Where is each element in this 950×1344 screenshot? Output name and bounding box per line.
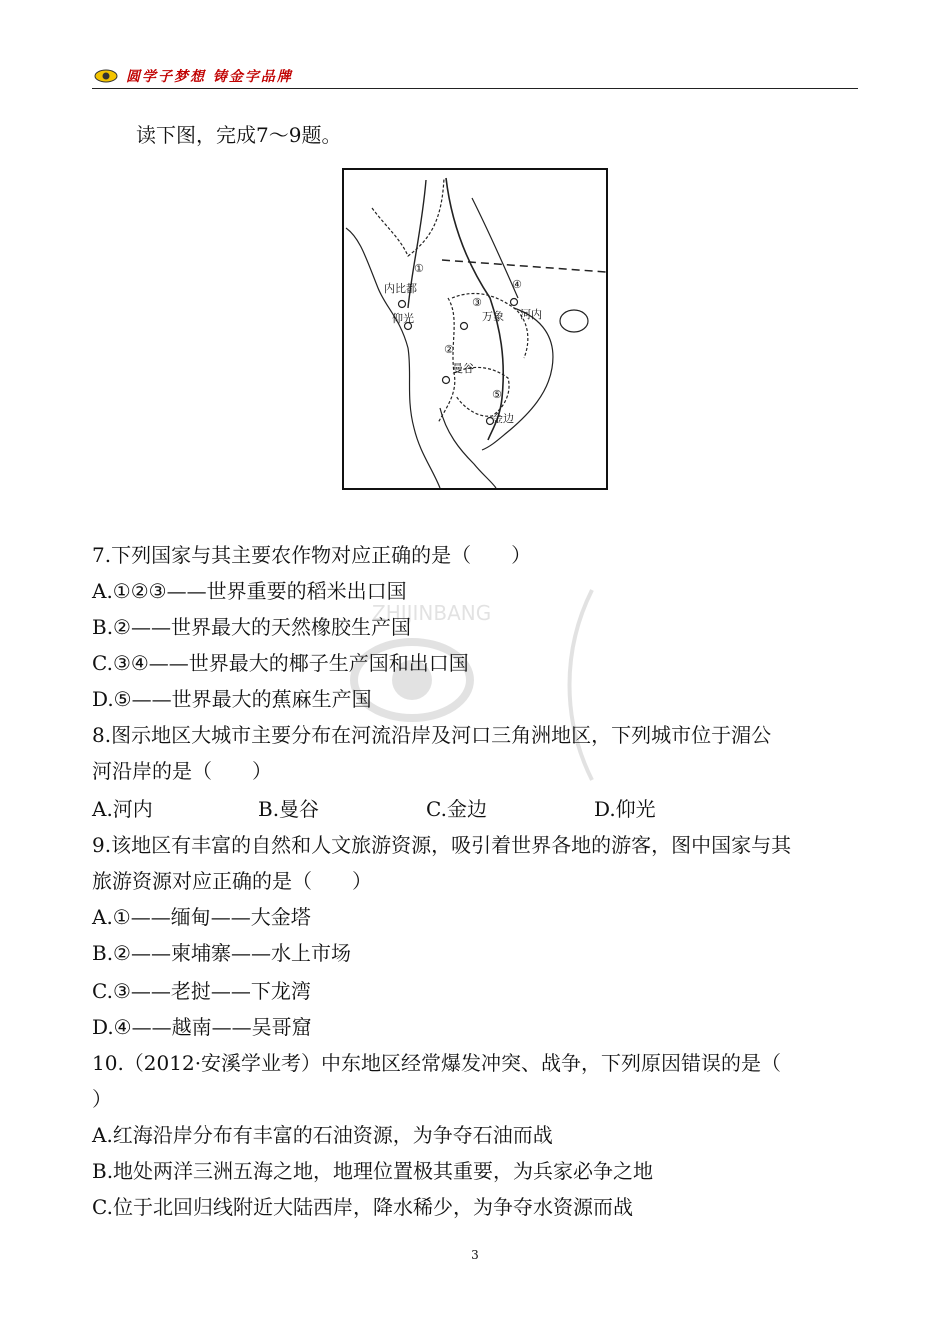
label-phnompenh: 金边 xyxy=(492,412,514,425)
q7-option-d: D.⑤——世界最大的蕉麻生产国 xyxy=(92,687,372,711)
page-header xyxy=(92,62,858,92)
label-hanoi: 河内 xyxy=(520,308,542,321)
watermark-text: ZHIJINBANG xyxy=(372,601,492,625)
label-n4: ④ xyxy=(512,278,522,291)
q7-option-c: C.③④——世界最大的椰子生产国和出口国 xyxy=(92,651,469,675)
q9-stem-line1: 9.该地区有丰富的自然和人文旅游资源，吸引着世界各地的游客，图中国家与其 xyxy=(92,833,792,857)
header-slogan: 圆学子梦想 铸金字品牌 xyxy=(126,69,293,85)
label-naypyidaw: 内比都 xyxy=(384,282,417,295)
intro-text: 读下图，完成7～9题。 xyxy=(136,123,342,147)
q9-option-c: C.③——老挝——下龙湾 xyxy=(92,979,311,1003)
q8-option-c: C.金边 xyxy=(426,797,487,821)
page-number: 3 xyxy=(471,1248,479,1262)
q9-option-b: B.②——柬埔寨——水上市场 xyxy=(92,941,351,965)
q10-option-a: A.红海沿岸分布有丰富的石油资源，为争夺石油而战 xyxy=(92,1123,553,1147)
q9-stem-line2: 旅游资源对应正确的是（ ） xyxy=(92,869,372,893)
city-vientiane-dot xyxy=(461,323,468,330)
q10-option-c: C.位于北回归线附近大陆西岸，降水稀少，为争夺水资源而战 xyxy=(92,1195,633,1219)
label-yangon: 仰光 xyxy=(392,312,414,325)
label-bangkok: 曼谷 xyxy=(452,362,474,375)
q8-stem-line1: 8.图示地区大城市主要分布在河流沿岸及河口三角洲地区，下列城市位于湄公 xyxy=(92,723,772,747)
q7-option-a: A.①②③——世界重要的稻米出口国 xyxy=(92,579,407,603)
q10-stem-line2: ） xyxy=(92,1087,112,1111)
city-naypyidaw-dot xyxy=(399,301,406,308)
q8-option-b: B.曼谷 xyxy=(258,797,320,821)
q9-option-d: D.④——越南——吴哥窟 xyxy=(92,1015,312,1039)
q8-stem-line2: 河沿岸的是（ ） xyxy=(92,759,272,783)
label-vientiane: 万象 xyxy=(482,310,504,323)
label-n1: ① xyxy=(414,262,424,275)
label-n2: ② xyxy=(444,343,454,356)
city-hanoi-dot xyxy=(511,299,518,306)
q8-option-a: A.河内 xyxy=(92,797,153,821)
label-n3: ③ xyxy=(472,296,482,309)
q9-option-a: A.①——缅甸——大金塔 xyxy=(92,905,311,929)
header-rule xyxy=(92,88,858,89)
city-bangkok-dot xyxy=(443,377,450,384)
q7-stem: 7.下列国家与其主要农作物对应正确的是（ ） xyxy=(92,543,532,567)
q10-stem-line1: 10.（2012·安溪学业考）中东地区经常爆发冲突、战争，下列原因错误的是（ xyxy=(92,1051,782,1075)
q8-option-d: D.仰光 xyxy=(594,797,656,821)
label-n5: ⑤ xyxy=(492,388,502,401)
eye-logo-icon xyxy=(94,68,118,84)
q10-option-b: B.地处两洋三洲五海之地，地理位置极其重要，为兵家必争之地 xyxy=(92,1159,654,1183)
q7-option-b: B.②——世界最大的天然橡胶生产国 xyxy=(92,615,411,639)
southeast-asia-map xyxy=(342,168,608,490)
